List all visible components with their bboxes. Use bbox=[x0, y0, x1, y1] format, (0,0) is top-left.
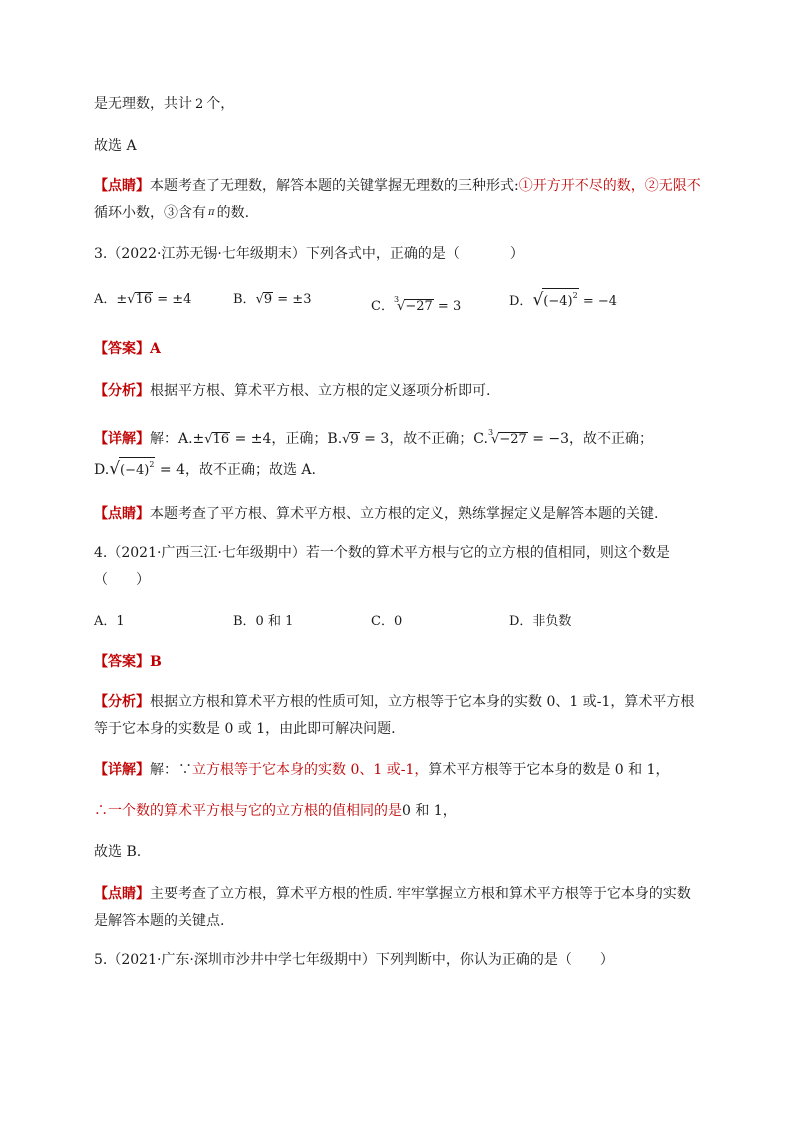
q3-stem-close: ） bbox=[509, 246, 524, 262]
intro-text: 是无理数，共计 bbox=[94, 96, 192, 112]
answer-tag: 【答案】 bbox=[94, 341, 150, 357]
option-label: C． bbox=[371, 299, 394, 314]
pi-symbol: π bbox=[208, 207, 215, 218]
option-rest: = ±3 bbox=[273, 292, 312, 307]
q5-stem: 5.（2021·广东·深圳市沙井中学七年级期中）下列判断中，你认为正确的是（ ） bbox=[94, 952, 614, 968]
q3-answer bbox=[94, 339, 161, 359]
option-label: D． bbox=[509, 294, 533, 309]
sqrt-sign: √ bbox=[204, 432, 213, 447]
q4-analysis-line1 bbox=[94, 692, 694, 712]
analysis-tag: 【分析】 bbox=[94, 694, 150, 710]
detail-text: = 3，故不正确；C. bbox=[359, 431, 488, 447]
answer-value: B bbox=[150, 654, 162, 670]
detail-tag: 【详解】 bbox=[94, 762, 150, 778]
intro-choose: 故选 A bbox=[94, 138, 137, 154]
comment-text-end: 的数. bbox=[216, 205, 250, 221]
q4-comment-line1 bbox=[94, 884, 691, 904]
q4-therefore bbox=[94, 801, 457, 821]
comment-tag: 【点睛】 bbox=[94, 886, 150, 902]
answer-value: A bbox=[150, 341, 161, 357]
q3-option-c bbox=[371, 290, 461, 317]
comment-text: 本题考查了无理数，解答本题的关键掌握无理数的三种形式: bbox=[150, 178, 519, 194]
exponent: 2 bbox=[149, 460, 155, 469]
q4-option-c: C．0 bbox=[371, 614, 403, 629]
detail-text: = ±4，正确；B. bbox=[230, 431, 343, 447]
comment-tag: 【点睛】 bbox=[94, 506, 150, 522]
q4-answer bbox=[94, 652, 162, 672]
q4-option-b: B．0 和 1 bbox=[233, 614, 294, 629]
sqrt-sign: √ bbox=[532, 290, 544, 310]
q3-option-a bbox=[94, 290, 191, 310]
q4-stem-line1: 4.（2021·广西三江·七年级期中）若一个数的算术平方根与它的立方根的值相同，则这个数是 bbox=[94, 545, 670, 561]
q4-analysis-line2: 等于它本身的实数是 0 或 1，由此即可解决问题. bbox=[94, 721, 396, 737]
q4-option-d: D．非负数 bbox=[509, 614, 572, 629]
option-label: A．± bbox=[94, 292, 128, 307]
radicand-base: (−4) bbox=[543, 294, 573, 309]
detail-text: 解：A.± bbox=[150, 431, 205, 447]
q3-option-d bbox=[509, 288, 617, 312]
q4-stem-line2: （ ） bbox=[94, 572, 150, 588]
detail-text: 算术平方根等于它本身的数是 0 和 1， bbox=[428, 762, 670, 778]
sqrt-sign: √ bbox=[342, 432, 351, 447]
therefore-text: 0 和 1， bbox=[402, 803, 457, 819]
q3-option-b bbox=[233, 290, 311, 310]
q3-detail-line2 bbox=[94, 457, 316, 480]
comment-text: 本题考查了平方根、算术平方根、立方根的定义，熟练掌握定义是解答本题的关键. bbox=[150, 506, 659, 522]
q2-comment-line2 bbox=[94, 203, 249, 223]
answer-tag: 【答案】 bbox=[94, 654, 150, 670]
sqrt-sign: √ bbox=[127, 292, 136, 307]
intro-text-end: 个， bbox=[206, 96, 235, 112]
detail-text: = −3，故不正确； bbox=[527, 431, 654, 447]
comment-text-red: ①开方开不尽的数，②无限不 bbox=[518, 178, 701, 194]
detail-text: = 4，故不正确；故选 A. bbox=[155, 462, 316, 478]
comment-tag: 【点睛】 bbox=[94, 178, 150, 194]
detail-text: D. bbox=[94, 462, 110, 478]
analysis-text: 根据立方根和算术平方根的性质可知，立方根等于它本身的实数 0、1 或-1，算术平方根 bbox=[150, 694, 695, 710]
detail-text: 解：∵ bbox=[150, 762, 192, 778]
sqrt-sign: √ bbox=[491, 432, 500, 447]
radicand: 16 bbox=[212, 432, 230, 447]
q4-choose: 故选 B. bbox=[94, 844, 142, 860]
radicand: 9 bbox=[350, 432, 359, 447]
intro-line bbox=[94, 94, 234, 115]
intro-count: 2 bbox=[195, 97, 204, 112]
radicand: 16 bbox=[135, 292, 153, 307]
radicand: −27 bbox=[405, 299, 433, 314]
sqrt-sign: √ bbox=[255, 292, 264, 307]
q3-stem-text: 3.（2022·江苏无锡·七年级期末）下列各式中，正确的是（ bbox=[94, 246, 460, 262]
q3-detail-line1 bbox=[94, 423, 653, 450]
option-rest: = −4 bbox=[578, 294, 618, 309]
analysis-tag: 【分析】 bbox=[94, 383, 150, 399]
radicand: −27 bbox=[499, 432, 527, 447]
radicand-base: (−4) bbox=[120, 463, 150, 478]
analysis-text: 根据平方根、算术平方根、立方根的定义逐项分析即可. bbox=[150, 383, 491, 399]
detail-tag: 【详解】 bbox=[94, 431, 150, 447]
comment-text: 主要考查了立方根，算术平方根的性质. 牢牢掌握立方根和算术平方根等于它本身的实数 bbox=[150, 886, 691, 902]
option-rest: = 3 bbox=[433, 299, 462, 314]
radicand bbox=[119, 457, 155, 478]
q4-comment-line2: 是解答本题的关键点. bbox=[94, 913, 225, 929]
q3-comment bbox=[94, 504, 658, 524]
sqrt-sign: √ bbox=[397, 299, 406, 314]
q4-option-a: A．1 bbox=[94, 614, 125, 629]
q4-detail-line1 bbox=[94, 760, 670, 780]
q2-comment-line1 bbox=[94, 176, 701, 196]
therefore-text-red: ∴一个数的算术平方根与它的立方根的值相同的是 bbox=[94, 803, 402, 819]
exponent: 2 bbox=[572, 291, 578, 300]
q3-stem bbox=[94, 244, 524, 264]
comment-text: 循环小数，③含有 bbox=[94, 205, 206, 221]
sqrt-sign: √ bbox=[109, 459, 121, 479]
option-rest: = ±4 bbox=[153, 292, 192, 307]
radicand bbox=[542, 288, 578, 309]
root-index: 3 bbox=[487, 428, 494, 437]
radicand: 9 bbox=[263, 292, 273, 307]
q3-analysis bbox=[94, 381, 490, 401]
root-index: 3 bbox=[393, 295, 400, 304]
detail-text-red: 立方根等于它本身的实数 0、1 或-1， bbox=[192, 762, 429, 778]
option-label: B． bbox=[233, 292, 256, 307]
